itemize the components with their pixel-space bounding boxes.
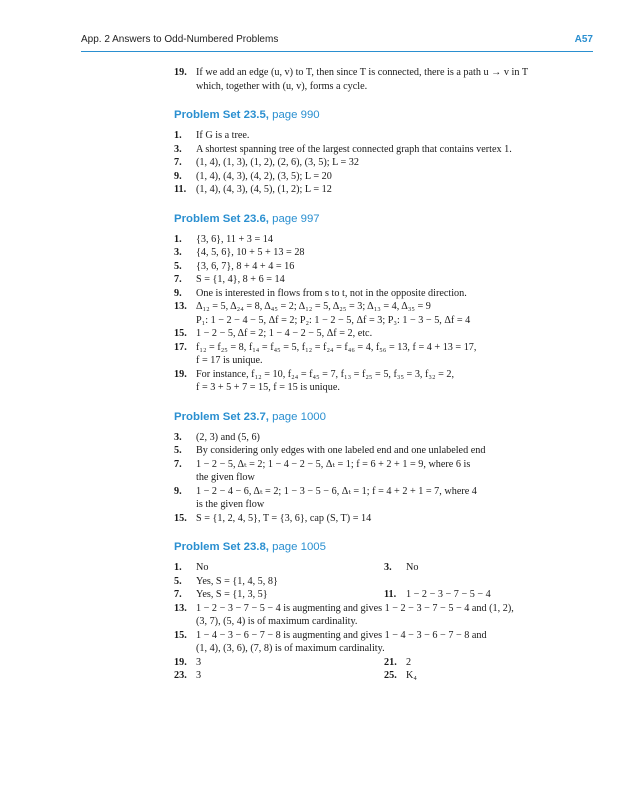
answer-line: 1 − 2 − 4 − 6, Δₜ = 2; 1 − 3 − 5 − 6, Δₜ = 1; f = 4 + 2 + 1 = 7, where 4: [196, 485, 477, 497]
section-title: Problem Set 23.7,: [174, 410, 269, 423]
answer-number: 15.: [174, 629, 187, 641]
answer-number: 23.: [174, 670, 187, 681]
answer-number: 3.: [174, 247, 182, 258]
answer-text: [196, 341, 594, 368]
answer-text: [196, 485, 594, 512]
answer-line: P₁: 1 − 2 − 4 − 5, Δf = 2; P₂: 1 − 2 − 5, Δf = 3; P₃: 1 − 3 − 5, Δf = 4: [196, 314, 471, 326]
answer-line: is the given flow: [196, 499, 265, 510]
answer-item: [174, 246, 594, 260]
section-heading: [174, 410, 594, 425]
answer-item: [174, 431, 594, 445]
answer-text: (1, 4), (4, 3), (4, 2), (3, 5); L = 20: [196, 170, 332, 182]
answer-line: 1 − 2 − 3 − 7 − 5 − 4 is augmenting and gives 1 − 2 − 3 − 7 − 5 − 4 and (1, 2),: [196, 602, 514, 614]
answer-text: Yes, S = {1, 4, 5, 8}: [196, 575, 278, 587]
running-head: App. 2 Answers to Odd-Numbered Problems: [81, 34, 279, 45]
answer-text: 3: [196, 656, 202, 668]
answer-item: [174, 512, 594, 526]
answer-item: [174, 129, 594, 143]
answer-text: One is interested in flows from s to t, not in the opposite direction.: [196, 287, 467, 299]
answer-item: [174, 669, 384, 683]
answer-number: 9.: [174, 485, 182, 497]
answer-item: [384, 561, 594, 575]
answer-text: Yes, S = {1, 3, 5}: [196, 589, 268, 600]
answer-item: [174, 575, 594, 589]
answer-item: [174, 66, 594, 93]
page-number: A57: [574, 34, 593, 45]
answer-line: f₁₂ = f₂₅ = 8, f₁₄ = f₄₅ = 5, f₁₂ = f₂₄ = f₄₆ = 4, f₅₆ = 13, f = 4 + 13 = 17,: [196, 341, 477, 353]
answer-item: [174, 327, 594, 341]
answer-line: 1 − 2 − 5, Δₜ = 2; 1 − 4 − 2 − 5, Δₜ = 1; f = 6 + 2 + 1 = 9, where 6 is: [196, 458, 471, 470]
answer-item: [384, 588, 594, 602]
answer-text: 1 − 2 − 3 − 7 − 5 − 4: [406, 589, 491, 600]
answer-item: [174, 143, 594, 157]
answer-number: 1.: [174, 233, 182, 245]
answer-text: 1 − 2 − 5, Δf = 2; 1 − 4 − 2 − 5, Δf = 2, etc.: [196, 328, 373, 339]
answer-line: Δ₁₂ = 5, Δ₂₄ = 8, Δ₄₅ = 2; Δ₁₂ = 5, Δ₂₅ = 3; Δ₁₃ = 4, Δ₃₅ = 9: [196, 301, 431, 312]
answer-text: S = {1, 4}, 8 + 6 = 14: [196, 274, 285, 285]
answer-line: (3, 7), (5, 4) is of maximum cardinality.: [196, 616, 358, 627]
answer-item: [174, 458, 594, 485]
section-page-ref: page 990: [268, 109, 320, 121]
answers-body: [174, 66, 594, 683]
section-page-ref: page 1000: [268, 410, 326, 423]
answer-item: [174, 156, 594, 170]
answer-item: [384, 669, 594, 683]
answer-item: [174, 368, 594, 395]
answer-number: 21.: [384, 656, 397, 668]
answer-text: [196, 629, 594, 656]
answer-row: [174, 669, 594, 683]
answer-text: By considering only edges with one labeled end and one unlabeled end: [196, 445, 486, 456]
answer-number: 7.: [174, 274, 182, 285]
answer-number: 11.: [174, 184, 187, 195]
answer-text: K₄: [406, 670, 417, 681]
answer-item: [174, 300, 594, 327]
section-page-ref: page 1005: [268, 541, 326, 553]
answer-item: [174, 287, 594, 301]
header-rule: [81, 51, 593, 52]
answer-item: [174, 656, 384, 670]
answer-number: 7.: [174, 458, 182, 470]
answer-number: 1.: [174, 562, 182, 573]
answer-text: [196, 458, 594, 485]
answer-item: [174, 588, 384, 602]
answer-text: {4, 5, 6}, 10 + 5 + 13 = 28: [196, 247, 305, 258]
answer-item: [174, 602, 594, 629]
answer-number: 15.: [174, 328, 187, 339]
answer-number: 7.: [174, 589, 182, 600]
answer-number: 13.: [174, 301, 187, 312]
answer-number: 11.: [384, 589, 397, 600]
answer-number: 9.: [174, 170, 182, 182]
section-title: Problem Set 23.5,: [174, 109, 269, 121]
section-heading: [174, 540, 594, 555]
section-page-ref: page 997: [268, 212, 320, 225]
answer-number: 19.: [174, 67, 187, 78]
answer-number: 19.: [174, 656, 187, 668]
answer-number: 19.: [174, 368, 187, 380]
answer-line: 1 − 4 − 3 − 6 − 7 − 8 is augmenting and gives 1 − 4 − 3 − 6 − 7 − 8 and: [196, 629, 487, 641]
answer-number: 25.: [384, 670, 397, 681]
answer-row: [174, 588, 594, 602]
answer-number: 5.: [174, 445, 182, 456]
answer-item: [174, 341, 594, 368]
answer-item: [174, 170, 594, 184]
answer-number: 1.: [174, 130, 182, 141]
answer-item: [174, 485, 594, 512]
answer-text: (1, 4), (4, 3), (4, 5), (1, 2); L = 12: [196, 184, 332, 195]
answer-text: [196, 66, 594, 93]
answer-number: 3.: [174, 431, 182, 443]
answer-text: No: [196, 562, 209, 573]
answer-number: 3.: [384, 562, 392, 573]
section-title: Problem Set 23.6,: [174, 212, 269, 225]
answer-number: 5.: [174, 260, 182, 272]
answer-number: 9.: [174, 287, 182, 299]
answer-text: {3, 6}, 11 + 3 = 14: [196, 233, 273, 245]
answer-line: the given flow: [196, 472, 255, 483]
answer-number: 3.: [174, 143, 182, 155]
answer-row: [174, 656, 594, 670]
answer-text: A shortest spanning tree of the largest connected graph that contains vertex 1.: [196, 143, 512, 155]
answer-text: 3: [196, 670, 202, 681]
answer-line: If we add an edge (u, v) to T, then since T is connected, there is a path u → v in T: [196, 67, 529, 78]
answer-item: [174, 183, 594, 197]
answer-line: f = 3 + 5 + 7 = 15, f = 15 is unique.: [196, 382, 340, 393]
answer-number: 5.: [174, 575, 182, 587]
answer-item: [174, 233, 594, 247]
section-heading: [174, 212, 594, 227]
answer-line: For instance, f₁₂ = 10, f₂₄ = f₄₅ = 7, f₁₃ = f₂₅ = 5, f₃₅ = 3, f₃₂ = 2,: [196, 368, 455, 380]
answer-text: [196, 602, 594, 629]
page-header: [81, 34, 593, 50]
answer-item: [174, 561, 384, 575]
answer-item: [384, 656, 594, 670]
answer-number: 7.: [174, 157, 182, 168]
answer-text: S = {1, 2, 4, 5}, T = {3, 6}, cap (S, T) = 14: [196, 512, 372, 524]
section-heading: [174, 108, 594, 123]
answer-text: (1, 4), (1, 3), (1, 2), (2, 6), (3, 5); L = 32: [196, 157, 359, 168]
answer-text: {3, 6, 7}, 8 + 4 + 4 = 16: [196, 260, 295, 272]
answer-item: [174, 444, 594, 458]
answer-number: 13.: [174, 602, 187, 614]
answer-text: [196, 300, 594, 327]
answer-line: f = 17 is unique.: [196, 355, 263, 366]
answer-item: [174, 273, 594, 287]
answer-item: [174, 629, 594, 656]
answer-text: 2: [406, 656, 412, 668]
answer-text: No: [406, 562, 419, 573]
answer-text: If G is a tree.: [196, 130, 250, 141]
answer-text: [196, 368, 594, 395]
answer-row: [174, 561, 594, 575]
answer-number: 15.: [174, 512, 187, 524]
answer-number: 17.: [174, 341, 187, 353]
answer-item: [174, 260, 594, 274]
answer-line: (1, 4), (3, 6), (7, 8) is of maximum cardinality.: [196, 643, 385, 654]
section-title: Problem Set 23.8,: [174, 541, 269, 553]
answer-text: (2, 3) and (5, 6): [196, 431, 260, 443]
answer-line: which, together with (u, v), forms a cycle.: [196, 80, 368, 92]
